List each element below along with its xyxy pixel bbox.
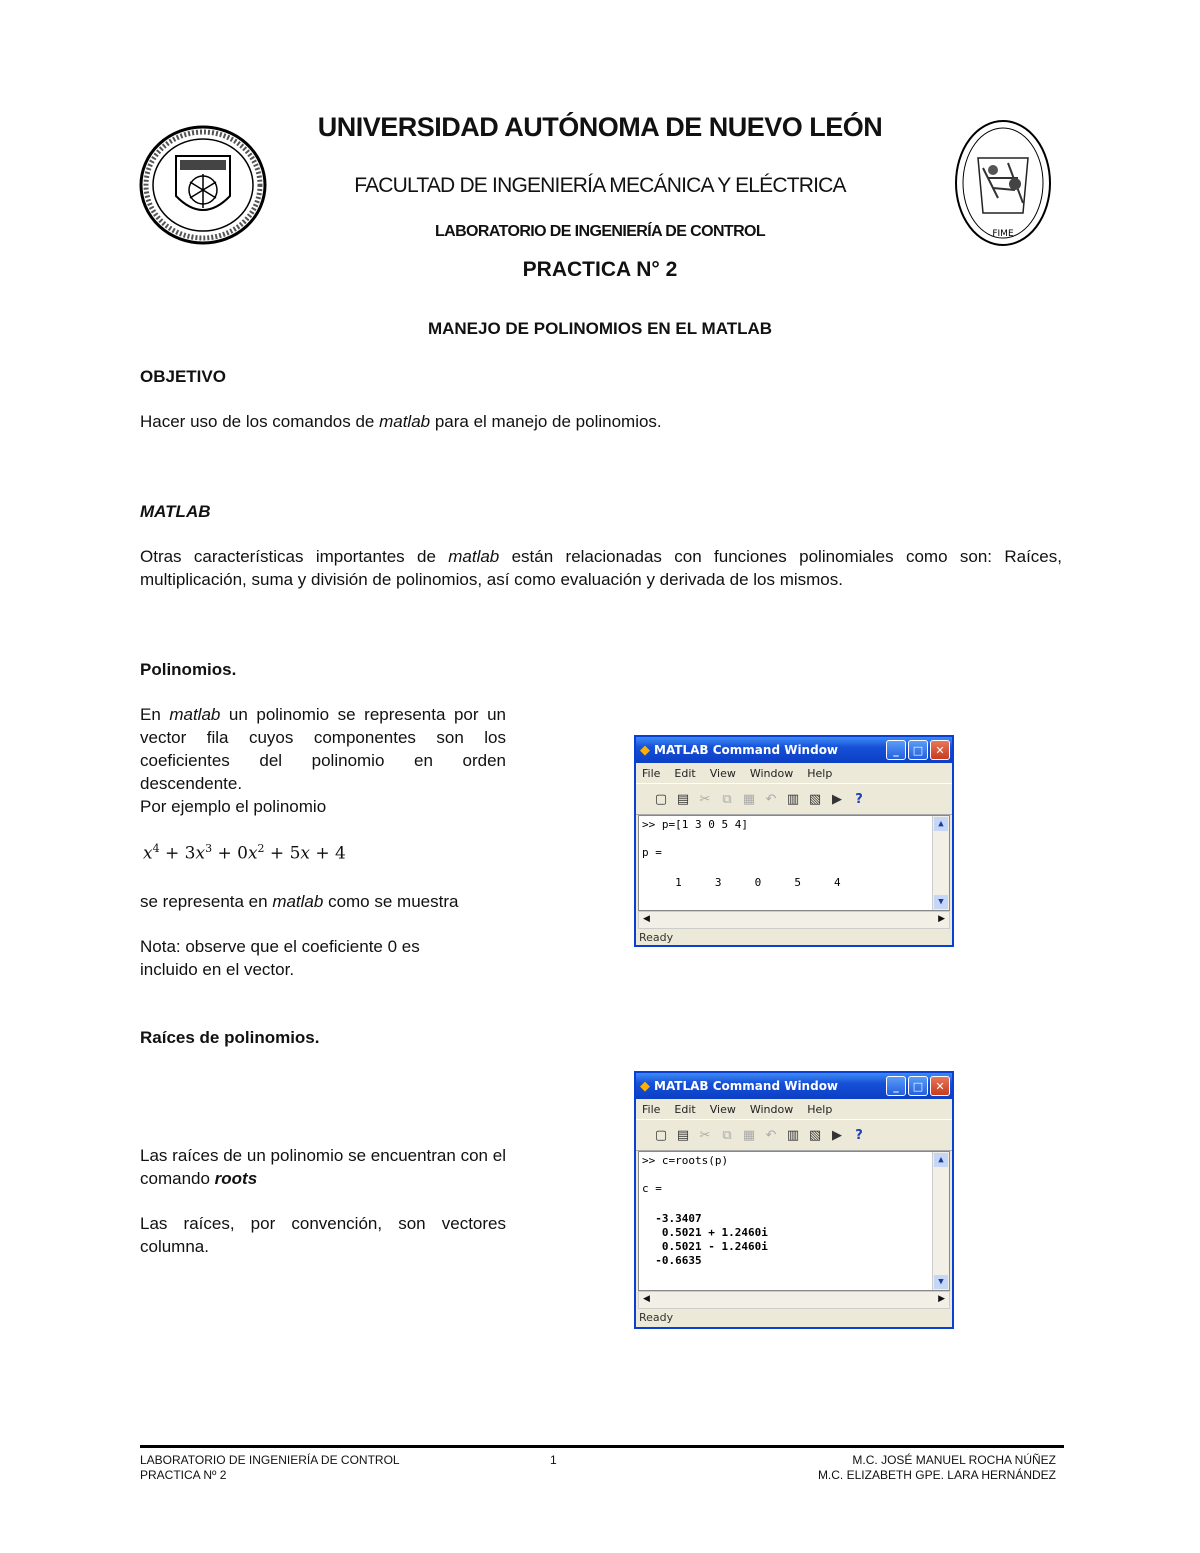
menu-window[interactable]: Window [749,766,794,780]
status-bar: Ready [639,1311,674,1324]
menu-bar [636,763,952,783]
path-icon[interactable]: ▧ [808,1127,822,1143]
undo-icon[interactable]: ↶ [765,1127,777,1143]
help-icon[interactable]: ? [855,791,863,807]
paste-icon[interactable]: ▦ [742,1127,756,1143]
root-value: -0.6635 [642,1254,702,1267]
workspace-icon[interactable]: ▥ [786,791,800,807]
vertical-scrollbar[interactable] [932,1152,949,1290]
open-folder-icon[interactable]: ▤ [676,1127,690,1143]
menu-file[interactable]: File [642,1102,661,1116]
horizontal-scrollbar[interactable] [638,911,950,929]
footer-right [818,1453,1056,1483]
scroll-down-icon[interactable]: ▼ [934,895,948,909]
minimize-button[interactable]: _ [886,1076,906,1096]
open-folder-icon[interactable]: ▤ [676,791,690,807]
raices-heading: Raíces de polinomios. [140,1028,320,1047]
practice-number: PRACTICA N° 2 [522,258,678,281]
toolbar [636,783,952,815]
root-value: 0.5021 - 1.2460i [642,1240,768,1253]
polinomios-heading: Polinomios. [140,660,237,679]
menu-view[interactable]: View [709,1102,736,1116]
close-button[interactable]: ✕ [930,740,950,760]
menu-file[interactable]: File [642,766,661,780]
polinomios-note: Nota: observe que el coeficiente 0 es incluido en el vector. [140,937,420,979]
help-icon[interactable]: ? [855,1127,863,1143]
university-name: UNIVERSIDAD AUTÓNOMA DE NUEVO LEÓN [317,112,883,142]
output-values: 1 3 0 5 4 [642,876,841,889]
new-file-icon[interactable]: ▢ [654,1127,668,1143]
simulink-icon[interactable]: ▶ [832,791,842,807]
command-area[interactable] [638,1151,950,1291]
menu-window[interactable]: Window [749,1102,794,1116]
objective-text: Hacer uso de los comandos de matlab para el manejo de polinomios. [140,412,662,431]
page-number: 1 [550,1453,557,1467]
output-label: c = [642,1182,662,1195]
copy-icon[interactable]: ⧉ [722,791,732,807]
lab-name: LABORATORIO DE INGENIERÍA DE CONTROL [434,223,766,240]
polynomial-expression: $x^4 + 3x^3 + 0x^2 + 5x + 4$ [143,842,346,864]
menu-help[interactable]: Help [807,766,833,780]
scroll-up-icon[interactable]: ▲ [934,1153,948,1167]
toolbar [636,1119,952,1151]
window-titlebar [636,1073,952,1099]
new-file-icon[interactable]: ▢ [654,791,668,807]
footer-left [140,1453,400,1483]
scroll-left-icon[interactable]: ◀ [643,914,650,924]
window-title: MATLAB Command Window [654,1079,839,1093]
vertical-scrollbar[interactable] [932,816,949,910]
close-button[interactable]: ✕ [930,1076,950,1096]
scroll-left-icon[interactable]: ◀ [643,1294,650,1304]
footer-divider [140,1445,1064,1448]
matlab-command-window-2 [634,1071,954,1329]
undo-icon[interactable]: ↶ [765,791,777,807]
objective-heading: OBJETIVO [140,367,226,386]
scroll-right-icon[interactable]: ▶ [938,914,945,924]
menu-edit[interactable]: Edit [674,1102,696,1116]
polinomios-represent-text: se representa en matlab como se muestra [140,892,459,911]
path-icon[interactable]: ▧ [808,791,822,807]
cut-icon[interactable]: ✂ [699,1127,711,1143]
raices-paragraph-1: Las raíces de un polinomio se encuentran con el comando roots [140,1146,506,1188]
footer-author-2: M.C. ELIZABETH GPE. LARA HERNÁNDEZ [817,1468,1056,1482]
root-value: 0.5021 + 1.2460i [642,1226,768,1239]
matlab-icon: ◆ [640,1078,650,1094]
footer-lab: LABORATORIO DE INGENIERÍA DE CONTROL [140,1453,400,1467]
workspace-icon[interactable]: ▥ [786,1127,800,1143]
window-titlebar [636,737,952,763]
polinomios-paragraph: En matlab un polinomio se representa por un vector fila cuyos componentes son los coeficientes del polinomio en orden descendente. Por ejemplo el polinomio [140,705,506,816]
menu-view[interactable]: View [709,766,736,780]
horizontal-scrollbar[interactable] [638,1291,950,1309]
menu-edit[interactable]: Edit [674,766,696,780]
cut-icon[interactable]: ✂ [699,791,711,807]
minimize-button[interactable]: _ [886,740,906,760]
matlab-command-window-1 [634,735,954,947]
command-line: >> p=[1 3 0 5 4] [642,818,748,831]
paste-icon[interactable]: ▦ [742,791,756,807]
raices-paragraph-2: Las raíces, por convención, son vectores columna. [140,1214,506,1256]
footer-practice: PRACTICA Nº 2 [140,1468,227,1482]
command-line: >> c=roots(p) [642,1154,729,1167]
maximize-button[interactable]: □ [908,1076,928,1096]
matlab-icon: ◆ [640,742,650,758]
footer-author-1: M.C. JOSÉ MANUEL ROCHA NÚÑEZ [852,1453,1056,1467]
faculty-name: FACULTAD DE INGENIERÍA MECÁNICA Y ELÉCTRICA [354,174,846,197]
faculty-seal-text: FIME [992,229,1014,239]
copy-icon[interactable]: ⧉ [722,1127,732,1143]
window-title: MATLAB Command Window [654,743,839,757]
maximize-button[interactable]: □ [908,740,928,760]
output-label: p = [642,846,662,859]
scroll-up-icon[interactable]: ▲ [934,817,948,831]
scroll-right-icon[interactable]: ▶ [938,1294,945,1304]
menu-bar [636,1099,952,1119]
menu-help[interactable]: Help [807,1102,833,1116]
command-area[interactable] [638,815,950,911]
scroll-down-icon[interactable]: ▼ [934,1275,948,1289]
matlab-heading: MATLAB [140,502,211,521]
page-title: MANEJO DE POLINOMIOS EN EL MATLAB [427,319,773,338]
status-bar: Ready [639,931,674,944]
simulink-icon[interactable]: ▶ [832,1127,842,1143]
root-value: -3.3407 [642,1212,702,1225]
matlab-paragraph: Otras características importantes de matlab están relacionadas con funciones polinomiales como son: Raíces, multiplicación, suma y división de polinomios, así como evaluación y derivada de los mismos. [140,547,1062,589]
